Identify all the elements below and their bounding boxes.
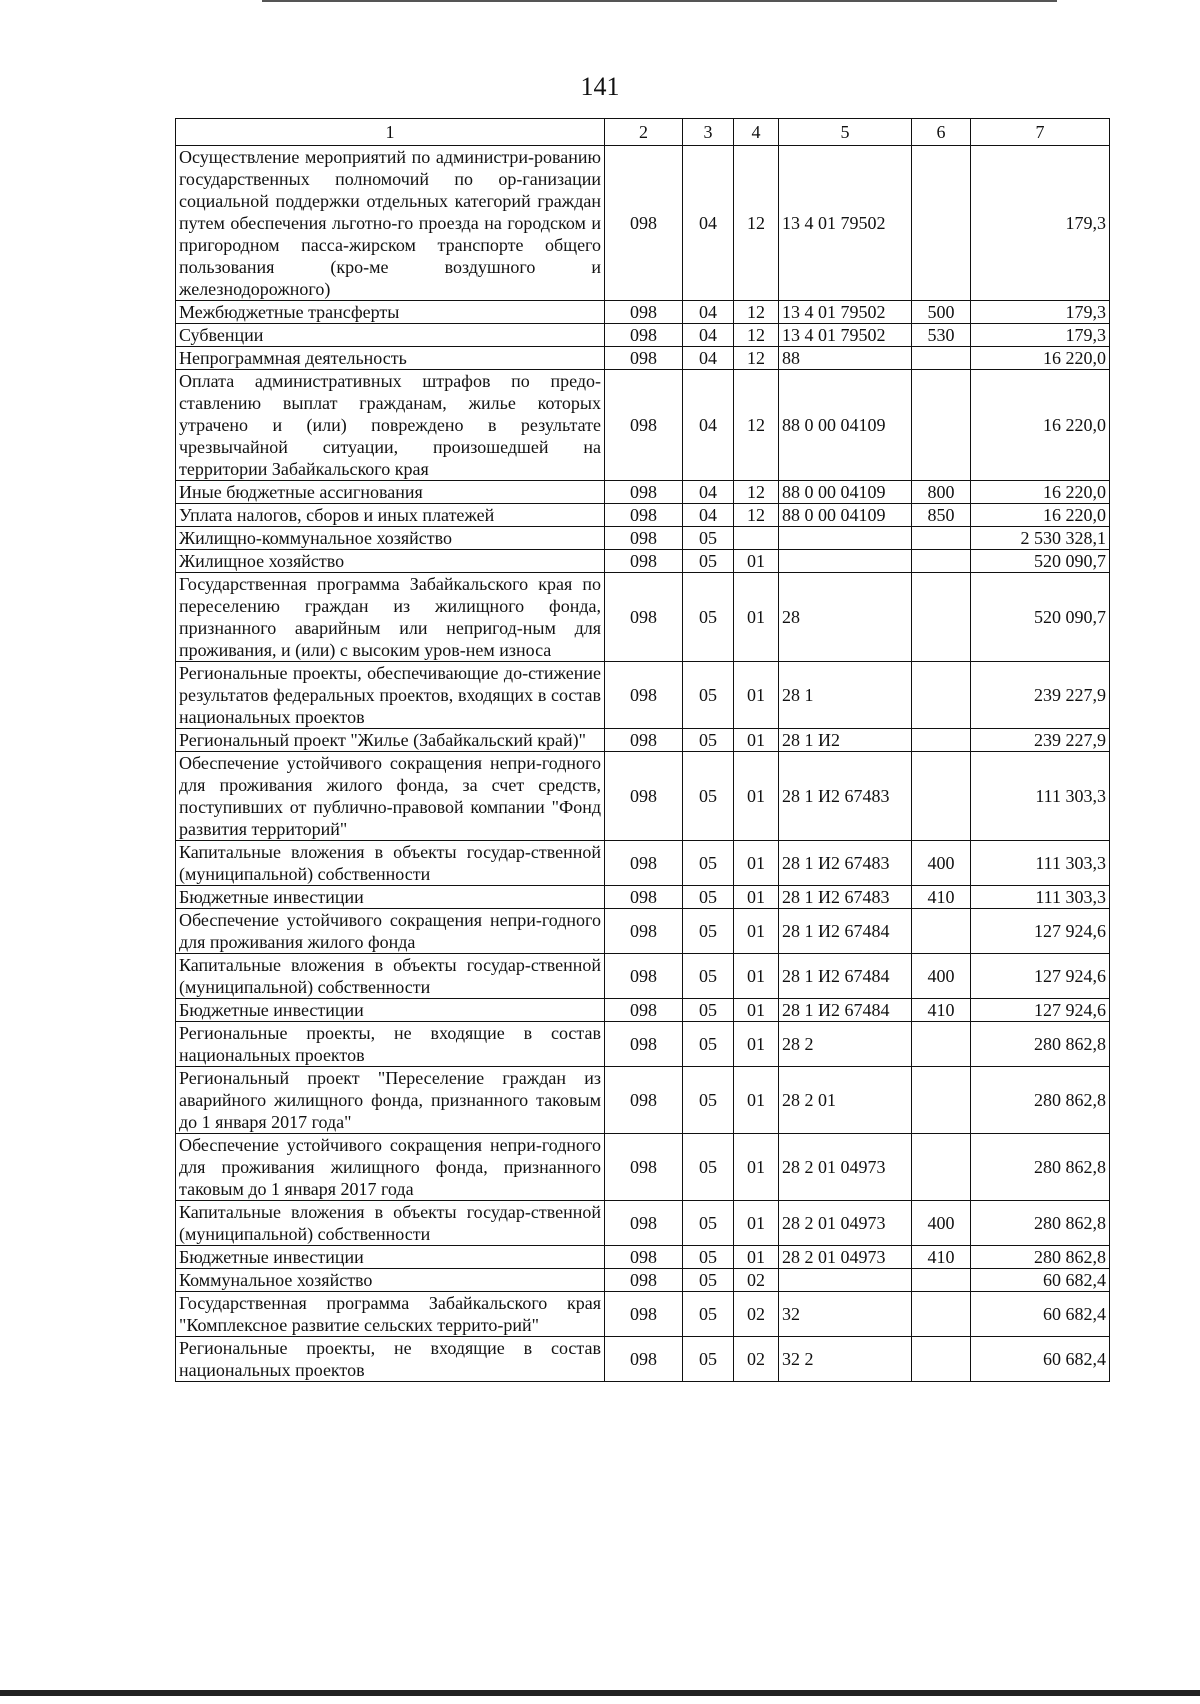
expense-type-cell: 410 [912,999,971,1022]
table-row [176,999,1110,1022]
subsection-code-cell: 01 [734,1067,779,1134]
table-row [176,841,1110,886]
grbs-code-cell: 098 [605,752,683,841]
grbs-code-cell: 098 [605,1067,683,1134]
expense-type-cell: 530 [912,324,971,347]
header-cell: 6 [912,119,971,146]
subsection-code-cell: 02 [734,1337,779,1382]
expense-type-cell [912,752,971,841]
subsection-code-cell: 01 [734,1022,779,1067]
target-article-cell: 32 2 [779,1337,912,1382]
subsection-code-cell: 01 [734,1246,779,1269]
expense-name-cell: Капитальные вложения в объекты государ-ственной (муниципальной) собственности [176,954,605,999]
table-row [176,954,1110,999]
amount-cell: 179,3 [971,324,1110,347]
amount-cell: 280 862,8 [971,1246,1110,1269]
table-body [176,119,1110,1382]
expense-type-cell: 410 [912,886,971,909]
amount-cell: 60 682,4 [971,1269,1110,1292]
table-row [176,1067,1110,1134]
target-article-cell: 28 1 И2 67483 [779,886,912,909]
subsection-code-cell: 02 [734,1292,779,1337]
expense-type-cell: 400 [912,841,971,886]
section-code-cell: 05 [683,954,734,999]
subsection-code-cell: 01 [734,729,779,752]
table-row [176,370,1110,481]
amount-cell: 16 220,0 [971,347,1110,370]
expense-type-cell: 800 [912,481,971,504]
grbs-code-cell: 098 [605,301,683,324]
target-article-cell: 28 2 01 04973 [779,1246,912,1269]
target-article-cell: 88 0 00 04109 [779,481,912,504]
section-code-cell: 05 [683,662,734,729]
grbs-code-cell: 098 [605,1201,683,1246]
expense-type-cell [912,1067,971,1134]
target-article-cell: 28 1 И2 67484 [779,909,912,954]
expense-name-cell: Региональные проекты, обеспечивающие до-стижение результатов федеральных проектов, входящих в состав национальных проектов [176,662,605,729]
subsection-code-cell: 12 [734,481,779,504]
target-article-cell: 13 4 01 79502 [779,324,912,347]
target-article-cell: 28 1 И2 67483 [779,752,912,841]
target-article-cell: 28 1 И2 67484 [779,999,912,1022]
amount-cell: 127 924,6 [971,909,1110,954]
table-row [176,1022,1110,1067]
subsection-code-cell: 01 [734,662,779,729]
section-code-cell: 05 [683,1246,734,1269]
expense-name-cell: Жилищное хозяйство [176,550,605,573]
expense-name-cell: Межбюджетные трансферты [176,301,605,324]
grbs-code-cell: 098 [605,527,683,550]
subsection-code-cell: 12 [734,370,779,481]
target-article-cell [779,550,912,573]
table-row [176,527,1110,550]
expense-type-cell: 400 [912,954,971,999]
expense-type-cell: 410 [912,1246,971,1269]
table-row [176,886,1110,909]
grbs-code-cell: 098 [605,729,683,752]
subsection-code-cell: 12 [734,324,779,347]
table-row [176,752,1110,841]
table-row [176,347,1110,370]
grbs-code-cell: 098 [605,1022,683,1067]
target-article-cell: 28 1 И2 [779,729,912,752]
target-article-cell: 28 2 [779,1022,912,1067]
scan-bottom-edge [0,1690,1200,1696]
expense-name-cell: Капитальные вложения в объекты государ-ственной (муниципальной) собственности [176,841,605,886]
section-code-cell: 04 [683,370,734,481]
section-code-cell: 05 [683,550,734,573]
expense-name-cell: Государственная программа Забайкальского края "Комплексное развитие сельских террито-рий" [176,1292,605,1337]
budget-table [175,118,1110,1382]
target-article-cell: 28 1 [779,662,912,729]
amount-cell: 280 862,8 [971,1134,1110,1201]
expense-type-cell [912,909,971,954]
section-code-cell: 05 [683,1292,734,1337]
grbs-code-cell: 098 [605,1269,683,1292]
table-row [176,1337,1110,1382]
section-code-cell: 05 [683,999,734,1022]
table-row [176,662,1110,729]
subsection-code-cell: 01 [734,752,779,841]
expense-name-cell: Жилищно-коммунальное хозяйство [176,527,605,550]
target-article-cell: 28 2 01 04973 [779,1201,912,1246]
grbs-code-cell: 098 [605,1292,683,1337]
target-article-cell: 13 4 01 79502 [779,146,912,301]
subsection-code-cell: 12 [734,146,779,301]
table-row [176,1269,1110,1292]
expense-name-cell: Региональный проект "Переселение граждан из аварийного жилищного фонда, признанного таковым до 1 января 2017 года" [176,1067,605,1134]
expense-type-cell [912,1337,971,1382]
expense-type-cell [912,347,971,370]
target-article-cell: 32 [779,1292,912,1337]
expense-type-cell [912,1292,971,1337]
section-code-cell: 05 [683,1134,734,1201]
table-row [176,1292,1110,1337]
scan-top-edge [262,0,1057,2]
subsection-code-cell: 01 [734,909,779,954]
expense-name-cell: Региональные проекты, не входящие в состав национальных проектов [176,1022,605,1067]
subsection-code-cell: 02 [734,1269,779,1292]
subsection-code-cell: 01 [734,550,779,573]
expense-type-cell [912,370,971,481]
subsection-code-cell: 12 [734,347,779,370]
amount-cell: 179,3 [971,301,1110,324]
expense-name-cell: Бюджетные инвестиции [176,886,605,909]
amount-cell: 127 924,6 [971,954,1110,999]
amount-cell: 60 682,4 [971,1292,1110,1337]
expense-type-cell [912,550,971,573]
expense-name-cell: Обеспечение устойчивого сокращения непри-годного для проживания жилого фонда, за счет средств, поступивших от публично-правовой компании "Фонд развития территорий" [176,752,605,841]
grbs-code-cell: 098 [605,841,683,886]
grbs-code-cell: 098 [605,324,683,347]
section-code-cell: 04 [683,481,734,504]
section-code-cell: 05 [683,527,734,550]
header-cell: 1 [176,119,605,146]
expense-type-cell [912,527,971,550]
section-code-cell: 04 [683,324,734,347]
section-code-cell: 05 [683,886,734,909]
header-cell: 3 [683,119,734,146]
section-code-cell: 05 [683,752,734,841]
target-article-cell: 28 2 01 [779,1067,912,1134]
table-row [176,909,1110,954]
target-article-cell: 88 [779,347,912,370]
header-row [176,119,1110,146]
header-cell: 4 [734,119,779,146]
grbs-code-cell: 098 [605,1134,683,1201]
grbs-code-cell: 098 [605,999,683,1022]
expense-type-cell [912,729,971,752]
target-article-cell: 28 1 И2 67483 [779,841,912,886]
grbs-code-cell: 098 [605,1246,683,1269]
subsection-code-cell: 01 [734,954,779,999]
subsection-code-cell: 12 [734,301,779,324]
expense-type-cell [912,662,971,729]
subsection-code-cell: 01 [734,1201,779,1246]
subsection-code-cell: 01 [734,999,779,1022]
section-code-cell: 05 [683,909,734,954]
amount-cell: 111 303,3 [971,886,1110,909]
amount-cell: 127 924,6 [971,999,1110,1022]
section-code-cell: 04 [683,301,734,324]
section-code-cell: 04 [683,504,734,527]
amount-cell: 280 862,8 [971,1022,1110,1067]
table-row [176,573,1110,662]
expense-name-cell: Субвенции [176,324,605,347]
subsection-code-cell: 01 [734,841,779,886]
amount-cell: 16 220,0 [971,504,1110,527]
section-code-cell: 05 [683,1201,734,1246]
target-article-cell: 88 0 00 04109 [779,370,912,481]
amount-cell: 239 227,9 [971,729,1110,752]
expense-type-cell: 500 [912,301,971,324]
expense-name-cell: Осуществление мероприятий по администри-рованию государственных полномочий по ор-ганизации социальной поддержки отдельных категорий граждан путем обеспечения льготно-го проезда на городском и пригородном пасса-жирском транспорте общего пользования (кро-ме воздушного и железнодорожного) [176,146,605,301]
expense-type-cell [912,1134,971,1201]
expense-name-cell: Оплата административных штрафов по предо-ставлению выплат гражданам, жилье которых утрачено и (или) повреждено в результате чрезвычайной ситуации, произошедшей на территории Забайкальского края [176,370,605,481]
amount-cell: 111 303,3 [971,752,1110,841]
amount-cell: 16 220,0 [971,370,1110,481]
expense-name-cell: Обеспечение устойчивого сокращения непри-годного для проживания жилищного фонда, признанного таковым до 1 января 2017 года [176,1134,605,1201]
grbs-code-cell: 098 [605,573,683,662]
table-row [176,729,1110,752]
expense-name-cell: Государственная программа Забайкальского края по переселению граждан из жилищного фонда, признанного аварийным или непригод-ным для проживания, и (или) с высоким уров-нем износа [176,573,605,662]
amount-cell: 111 303,3 [971,841,1110,886]
expense-type-cell [912,1022,971,1067]
section-code-cell: 05 [683,729,734,752]
amount-cell: 280 862,8 [971,1201,1110,1246]
amount-cell: 280 862,8 [971,1067,1110,1134]
expense-name-cell: Капитальные вложения в объекты государ-ственной (муниципальной) собственности [176,1201,605,1246]
amount-cell: 16 220,0 [971,481,1110,504]
target-article-cell [779,527,912,550]
expense-type-cell [912,146,971,301]
amount-cell: 179,3 [971,146,1110,301]
expense-type-cell: 850 [912,504,971,527]
target-article-cell [779,1269,912,1292]
section-code-cell: 05 [683,1269,734,1292]
table-row [176,1246,1110,1269]
grbs-code-cell: 098 [605,481,683,504]
grbs-code-cell: 098 [605,550,683,573]
header-cell: 7 [971,119,1110,146]
section-code-cell: 05 [683,1022,734,1067]
table-row [176,1134,1110,1201]
expense-type-cell [912,1269,971,1292]
section-code-cell: 04 [683,347,734,370]
expense-name-cell: Уплата налогов, сборов и иных платежей [176,504,605,527]
target-article-cell: 28 2 01 04973 [779,1134,912,1201]
subsection-code-cell: 01 [734,886,779,909]
amount-cell: 239 227,9 [971,662,1110,729]
section-code-cell: 05 [683,1067,734,1134]
expense-type-cell: 400 [912,1201,971,1246]
header-cell: 5 [779,119,912,146]
subsection-code-cell: 12 [734,504,779,527]
section-code-cell: 05 [683,573,734,662]
subsection-code-cell: 01 [734,573,779,662]
grbs-code-cell: 098 [605,347,683,370]
expense-name-cell: Бюджетные инвестиции [176,1246,605,1269]
expense-name-cell: Непрограммная деятельность [176,347,605,370]
section-code-cell: 05 [683,841,734,886]
subsection-code-cell: 01 [734,1134,779,1201]
expense-type-cell [912,573,971,662]
grbs-code-cell: 098 [605,1337,683,1382]
section-code-cell: 05 [683,1337,734,1382]
expense-name-cell: Региональный проект "Жилье (Забайкальский край)" [176,729,605,752]
table-row [176,324,1110,347]
section-code-cell: 04 [683,146,734,301]
amount-cell: 60 682,4 [971,1337,1110,1382]
grbs-code-cell: 098 [605,909,683,954]
expense-name-cell: Иные бюджетные ассигнования [176,481,605,504]
grbs-code-cell: 098 [605,954,683,999]
table-row [176,1201,1110,1246]
subsection-code-cell [734,527,779,550]
target-article-cell: 13 4 01 79502 [779,301,912,324]
table-row [176,146,1110,301]
grbs-code-cell: 098 [605,146,683,301]
grbs-code-cell: 098 [605,662,683,729]
grbs-code-cell: 098 [605,370,683,481]
grbs-code-cell: 098 [605,886,683,909]
expense-name-cell: Обеспечение устойчивого сокращения непри-годного для проживания жилого фонда [176,909,605,954]
target-article-cell: 28 [779,573,912,662]
expense-name-cell: Коммунальное хозяйство [176,1269,605,1292]
amount-cell: 520 090,7 [971,550,1110,573]
target-article-cell: 88 0 00 04109 [779,504,912,527]
table-row [176,504,1110,527]
table-row [176,550,1110,573]
amount-cell: 520 090,7 [971,573,1110,662]
target-article-cell: 28 1 И2 67484 [779,954,912,999]
header-cell: 2 [605,119,683,146]
grbs-code-cell: 098 [605,504,683,527]
table-row [176,301,1110,324]
amount-cell: 2 530 328,1 [971,527,1110,550]
expense-name-cell: Бюджетные инвестиции [176,999,605,1022]
table-row [176,481,1110,504]
expense-name-cell: Региональные проекты, не входящие в состав национальных проектов [176,1337,605,1382]
page-number: 141 [580,72,620,101]
